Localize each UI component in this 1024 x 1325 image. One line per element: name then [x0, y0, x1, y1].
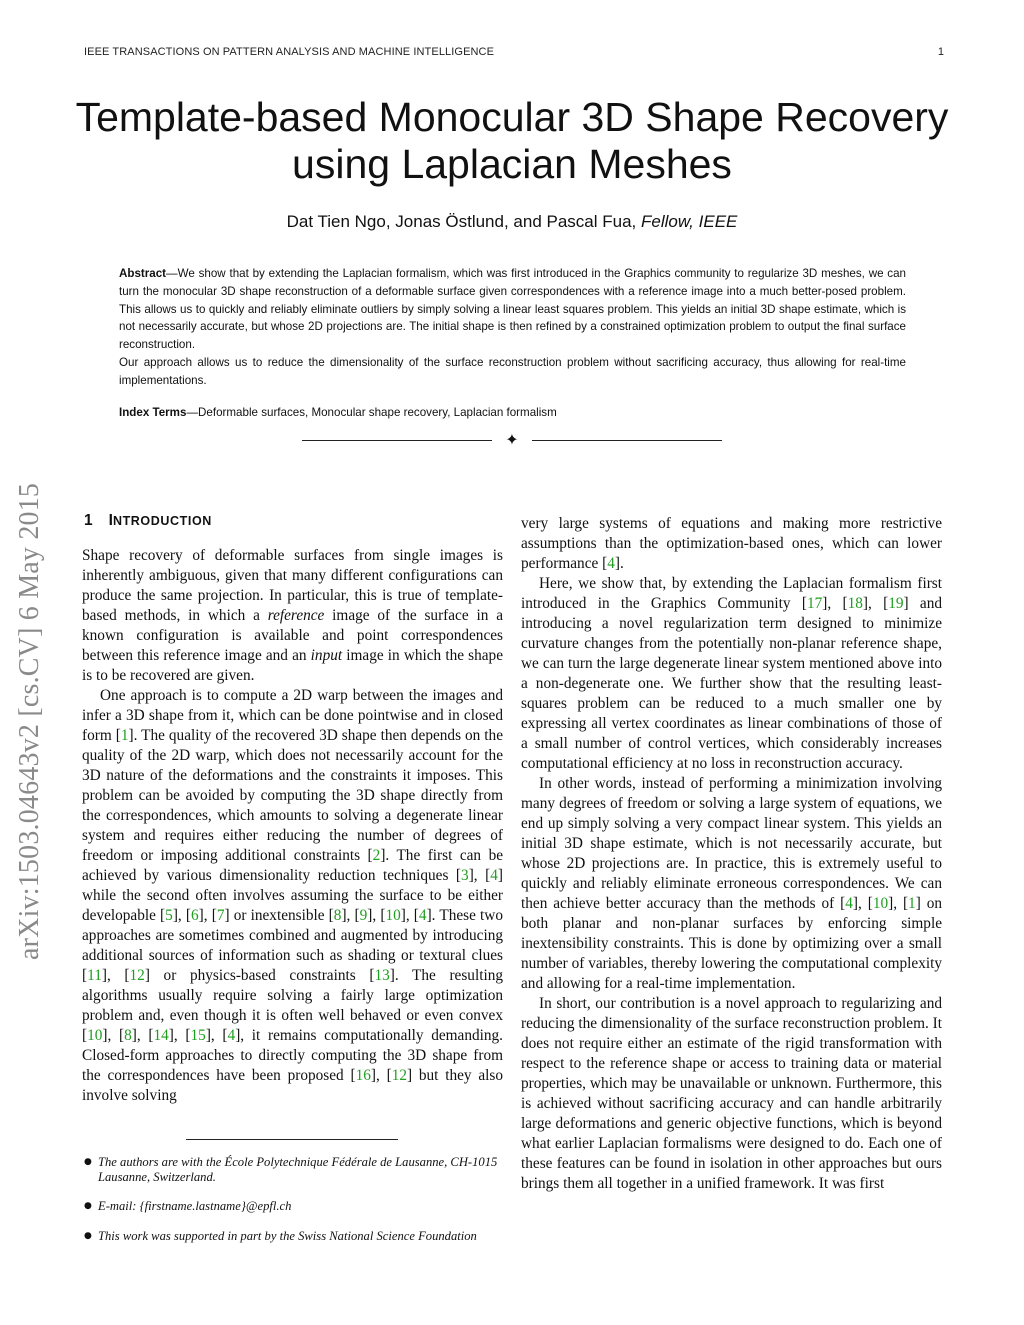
citation-link[interactable]: 9	[359, 907, 368, 924]
citation-link[interactable]: 18	[847, 595, 863, 612]
author-names: Dat Tien Ngo, Jonas Östlund, and Pascal Fua,	[286, 212, 637, 231]
abstract-paragraph-1	[119, 265, 906, 354]
intro-paragraph-5: In short, our contribution is a novel approach to regularizing and reducing the dimensionality of the surface reconstruction problem. It does not require either an estimate of the rigid transformation with respect to the reference shape or access to training data or material properties, which may be unavailable or unknown. Furthermore, this is achieved without sacrificing accuracy and can handle arbitrarily large deformations and generic objective functions, which is beyond what earlier Laplacian formalisms were designed to do. Each one of these features can be found in isolation in other approaches but ours brings them all together in a unified framework. It was first	[521, 995, 942, 1192]
index-terms-label: Index Terms	[119, 406, 187, 419]
citation-link[interactable]: 14	[153, 1027, 169, 1044]
section-title-rest: NTRODUCTION	[112, 514, 212, 528]
footnote-rule	[186, 1139, 398, 1140]
citation-link[interactable]: 4	[607, 555, 615, 572]
citation-link[interactable]: 4	[845, 895, 853, 912]
citation-link[interactable]: 13	[374, 967, 390, 984]
citation-link[interactable]: 8	[124, 1027, 132, 1044]
page-number: 1	[937, 46, 944, 58]
citation-link[interactable]: 12	[129, 967, 145, 984]
section-number: 1	[84, 512, 93, 529]
abstract-text-1: —We show that by extending the Laplacian formalism, which was first introduced in the Graphics community to regularize 3D meshes, we can turn the monocular 3D shape reconstruction of a deformable surface given correspondences with a reference image into a much better-posed problem. This allows us to quickly and reliably eliminate outliers by simply solving a linear least squares problem. This yields an initial 3D shape estimate, which is not necessarily accurate, but whose 2D projections are. The initial shape is then refined by a constrained optimization problem to output the final surface reconstruction.	[119, 267, 906, 352]
arxiv-stamp: arXiv:1503.04643v2 [cs.CV] 6 May 2015	[14, 482, 45, 960]
separator-line-right	[532, 440, 722, 441]
emphasis-input: input	[310, 647, 343, 664]
separator-line-left	[302, 440, 492, 441]
title-line-1: Template-based Monocular 3D Shape Recovery	[75, 94, 949, 140]
citation-link[interactable]: 4	[490, 867, 498, 884]
intro-paragraph-1: Shape recovery of deformable surfaces from single images is inherently ambiguous, given that many different configurations can produce the same projection. In particular, this is true of template-based methods, in which a reference image of the surface in a known configuration is available and point correspondences between this reference image and an input image in which the shape is to be recovered are given.	[82, 547, 503, 684]
section-title-initial: I	[108, 512, 113, 529]
intro-paragraph-3: Here, we show that, by extending the Laplacian formalism first introduced in the Graphics Community [17], [18], [19] and introducing a novel regularization term designed to minimize curvature changes from the potentially non-planar reference shape, we can turn the large degenerate linear system mentioned above into a non-degenerate one. We further show that the resulting least-squares problem can be reduced to a much smaller one by expressing all vertex coordinates as linear combinations of those of a small number of control vertices, which considerably increases computational efficiency at no loss in reconstruction accuracy.	[521, 575, 942, 772]
bullet-icon: ●	[84, 1231, 92, 1241]
journal-header: IEEE TRANSACTIONS ON PATTERN ANALYSIS AND MACHINE INTELLIGENCE	[84, 46, 495, 58]
citation-link[interactable]: 16	[355, 1067, 371, 1084]
author-list	[60, 212, 964, 232]
citation-link[interactable]: 4	[227, 1027, 236, 1044]
left-column	[82, 546, 503, 1106]
abstract-paragraph-2: Our approach allows us to reduce the dimensionality of the surface reconstruction problem without sacrificing accuracy, thus allowing for real-time implementations.	[119, 355, 906, 387]
citation-link[interactable]: 15	[190, 1027, 206, 1044]
citation-link[interactable]: 10	[385, 907, 401, 924]
citation-link[interactable]: 1	[120, 727, 129, 744]
citation-link[interactable]: 7	[216, 907, 225, 924]
footnote-email: ● E-mail: {firstname.lastname}@epfl.ch	[84, 1199, 292, 1213]
index-terms	[119, 404, 906, 421]
citation-link[interactable]: 4	[418, 907, 427, 924]
citation-link[interactable]: 12	[391, 1067, 407, 1084]
section-heading-introduction	[84, 512, 212, 530]
index-terms-text: —Deformable surfaces, Monocular shape recovery, Laplacian formalism	[186, 406, 557, 419]
intro-paragraph-4: In other words, instead of performing a minimization involving many degrees of freedom or solving a large system of equations, we end up simply solving a very compact linear system. This yields an initial 3D shape estimate, which is not necessarily accurate, but whose 2D projections are. In practice, this is extremely useful to quickly and reliably eliminate erroneous correspondences. We can then achieve better accuracy than the methods of [4], [10], [1] on both planar and non-planar surfaces by enforcing simple inextensibility constraints. This is done by optimizing over a small number of variables, thereby lowering the computational complexity and allowing for a real-time implementation.	[521, 775, 943, 992]
footnote-funding: ● This work was supported in part by the Swiss National Science Foundation	[84, 1229, 477, 1243]
intro-paragraph-2: One approach is to compute a 2D warp between the images and infer a 3D shape from it, which can be done pointwise and in closed form [1]. The quality of the recovered 3D shape then depends on the quality of the 2D warp, which does not necessarily account for the 3D nature of the deformations and the constraints it imposes. This problem can be avoided by computing the 3D shape directly from the correspondences, which amounts to solving a degenerate linear system and requires either reducing the number of degrees of freedom or imposing additional constraints [2]. The first can be achieved by various dimensionality reduction techniques [3], [4] while the second often involves assuming the surface to be either developable [5], [6], [7] or inextensible [8], [9], [10], [4]. These two approaches are sometimes combined and augmented by introducing additional sources of information such as shading or textural clues [11], [12] or physics-based constraints [13]. The resulting algorithms usually require solving a fairly large optimization problem and, even though it is often well behaved or even convex [10], [8], [14], [15], [4], it remains computationally demanding. Closed-form approaches to directly computing the 3D shape from the correspondences have been proposed [16], [12] but they also involve solving	[82, 687, 504, 1104]
emphasis-reference: reference	[267, 607, 325, 624]
bullet-icon: ●	[84, 1157, 92, 1167]
citation-link[interactable]: 5	[165, 907, 173, 924]
citation-link[interactable]: 8	[333, 907, 342, 924]
citation-link[interactable]: 3	[461, 867, 469, 884]
abstract	[119, 265, 906, 390]
footnote-affiliation: ● The authors are with the École Polytechnique Fédérale de Lausanne, CH-1015 Lausanne, Switzerland.	[84, 1155, 498, 1184]
citation-link[interactable]: 10	[87, 1027, 103, 1044]
citation-link[interactable]: 1	[908, 895, 916, 912]
right-column	[521, 514, 942, 1194]
citation-link[interactable]: 6	[190, 907, 199, 924]
citation-link[interactable]: 10	[872, 895, 889, 912]
paper-title	[60, 94, 964, 188]
bullet-icon: ●	[84, 1201, 92, 1211]
citation-link[interactable]: 19	[888, 595, 904, 612]
citation-link[interactable]: 17	[806, 595, 823, 612]
citation-link[interactable]: 2	[372, 847, 381, 864]
intro-paragraph-2-continued: very large systems of equations and making more restrictive assumptions than the optimization-based ones, which can lower performance [4].	[521, 515, 942, 572]
author-suffix: Fellow, IEEE	[641, 212, 738, 231]
abstract-label: Abstract	[119, 267, 167, 280]
title-line-2: using Laplacian Meshes	[292, 141, 732, 187]
separator-diamond-icon: ✦	[505, 430, 519, 449]
citation-link[interactable]: 11	[87, 967, 102, 984]
